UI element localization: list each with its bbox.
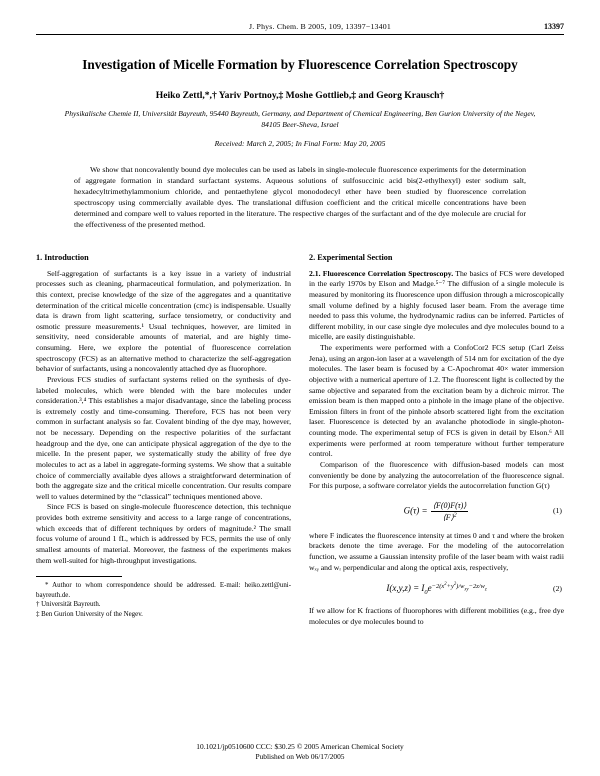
paragraph-text: The basics of FCS were developed in the early 1970s by Elson and Madge.⁵⁻⁷ The diffusion of a single molecule is measured by monitoring its fluorescence upon diffusion through a microscopically small volume defined by a highly focused laser beam. From the average time needed to pass this volume, the hydrodynamic radius can be inferred. Particles of different mobility, in our case single dye molecules and dye molecules bound to a micelle, are easily distinguishable.: [309, 268, 564, 342]
equation-1-body: G(τ) = $\frac{⟨F(0)F(\tau)⟩}{⟨F⟩^2}$: [403, 500, 467, 522]
author-list: Heiko Zettl,*,† Yariv Portnoy,‡ Moshe Gottlieb,‡ and Georg Krausch†: [155, 89, 445, 101]
affiliation: Physikalische Chemie II, Universität Bayreuth, 95440 Bayreuth, Germany, and Department of Chemical Engineering, Ben Gurion University of the Negev, 84105 Beer-Sheva, Israel: [64, 108, 536, 129]
section-heading-experimental: 2. Experimental Section: [309, 253, 393, 263]
paragraph: Previous FCS studies of surfactant systems relied on the synthesis of dye-labeled molecules, which were blended with the bare molecules under consideration.³,⁴ This establishes a major disadvantage, since the labeling process is extremely costly and time-consuming. Therefore, FCS has not been very common in surfactant analysis so far. Covalent binding of the dye may, however, not be necessary. Depending on the respective polarities of the surfactant headgroup and the dye, one can anticipate physical aggregation of the dye to the micelle. In the present paper, we systematically study the ability of free dye molecules to act as a label in aggregate-forming systems. We show that a suitable choice of commercially available dyes allows a straightforward determination of both the aggregate size and the critical micelle concentration. Our results compare well to values determined by the “classical” techniques mentioned above.: [36, 374, 291, 501]
body-columns: [36, 252, 564, 627]
footnote-item: † Universität Bayreuth.: [36, 601, 101, 609]
left-column: [36, 252, 291, 627]
paragraph: [309, 269, 564, 343]
paragraph: The experiments were performed with a ConfoCor2 FCS setup (Carl Zeiss Jena), using an argon-ion laser at a wavelength of 514 nm for excitation of the dye molecules. The laser beam is focused by a C-Apochromat 40× water immersion objective with a numerical aperture of 1.2. The fluorescent light is collected by the same objective and separated from the excitation beam by a dichroic mirror. The emission beam is then mapped onto a pinhole in the image plane of the objective. Emission filters in front of the pinhole absorb scattered light from the excitation laser. Fluorescence is detected by an avalanche photodiode in single-photon-counting mode. The experimental setup of FCS is given in detail by Elson.⁶ All experiments were performed at room temperature without further temperature control.: [309, 343, 564, 459]
equation-1: [309, 500, 564, 523]
fraction: [431, 500, 469, 523]
header-divider: [36, 34, 564, 35]
paragraph: Comparison of the fluorescence with diffusion-based models can most conveniently be done by analyzing the autocorrelation of the fluorescence signal. For this purpose, a software correlator yields the autocorrelation function G(τ): [309, 459, 564, 491]
equation-1-number: (1): [553, 506, 562, 515]
received-date: Received: March 2, 2005; In Final Form: May 20, 2005: [214, 138, 386, 148]
right-column: [309, 252, 564, 627]
equation-2: [309, 581, 564, 598]
page-number: 13397: [544, 22, 564, 31]
paragraph: where F indicates the fluorescence intensity at times 0 and τ and where the broken brackets denote the time average. For the modeling of the autocorrelation function, we assume a Gaussian intensity profile of the laser beam with waist radii wₓᵧ and wᵣ perpendicular and along the optical axis, respectively,: [309, 530, 564, 572]
doi-line: 10.1021/jp0510600 CCC: $30.25 © 2005 American Chemical Society: [196, 742, 404, 752]
running-head: [0, 0, 600, 31]
section-heading-introduction: 1. Introduction: [36, 253, 89, 263]
footnote-item: ‡ Ben Gurion University of the Negev.: [36, 611, 143, 619]
fraction-denominator: ⟨F⟩$^2$: [442, 512, 457, 522]
footnote-divider: [36, 576, 122, 577]
equation-2-number: (2): [553, 584, 562, 594]
journal-reference: J. Phys. Chem. B 2005, 109, 13397−13401: [249, 22, 391, 31]
footnote-item: * Author to whom correspondence should be addressed. E-mail: heiko.zettl@uni-bayreuth.de.: [36, 582, 291, 599]
footnote-block: [36, 581, 291, 620]
footer: [0, 742, 600, 762]
page-title: Investigation of Micelle Formation by Fluorescence Correlation Spectroscopy: [82, 57, 518, 72]
subsection-heading-fcs: 2.1. Fluorescence Correlation Spectroscopy.: [309, 268, 454, 278]
paragraph: Self-aggregation of surfactants is a key issue in a variety of industrial processes such as cleaning, pharmaceutical formulation, and polymerization. In this context, precise knowledge of the size of the aggregates and a quantitative determination of the critical micelle concentration (cmc) is indispensable. Usually data is drawn from light scattering, surface tensiometry, or conductivity and osmotic pressure measurements.¹ Usual techniques, however, are limited in sensitivity, need considerable amounts of material, and are highly time-consuming. Here, we explore the potential of fluorescence correlation spectroscopy (FCS) as an alternative method to characterize the self-aggregation behavior of surfactants, using a noncovalently attached dye as fluorophore.: [36, 268, 291, 374]
paragraph: Since FCS is based on single-molecule fluorescence detection, this technique provides both extreme sensitivity and access to a large range of concentrations, which exceeds that of different techniques by orders of magnitude.² The small focus volume of around 1 fL, which is addressed by FCS, permits the use of only smallest amounts of material. Moreover, the fastness of the experiments makes them well-suited for high-throughput investigations.: [36, 502, 291, 565]
fraction-numerator: ⟨F(0)F(τ)⟩: [431, 500, 469, 512]
web-publication-line: Published on Web 06/17/2005: [255, 752, 345, 762]
paragraph: If we allow for K fractions of fluorophores with different mobilities (e.g., free dye molecules or dye molecules bound to: [309, 606, 564, 626]
abstract: We show that noncovalently bound dye molecules can be used as labels in single-molecule fluorescence experiments for the determination of aggregate formation in standard surfactant systems. Aqueous solutions of sulfosuccinic acid bis(2-ethylhexyl) ester sodium salt, hexadecyltrimethylammonium chloride, and pentaethylene glycol monododecyl ether have been studied by fluorescence correlation spectroscopy using commercially available dyes. The translational diffusion coefficient and the critical micelle concentrations have been determined and compare well to values reported in the literature. The respective charges of the surfactant and of the dye molecule are crucial for the effectiveness of the presented method.: [74, 164, 526, 230]
equation-2-body: $I(x,y,z) = I_0e^{-2(x^2+y^2)/w_{xy}-2z/w_z}$: [386, 581, 487, 597]
